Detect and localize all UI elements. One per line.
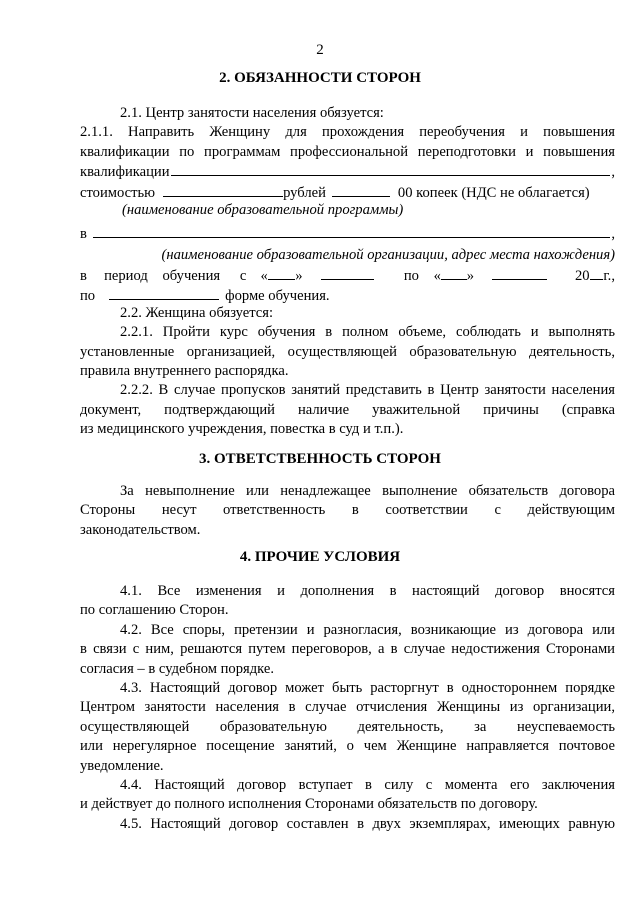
clause-4-2-line3: согласия – в судебном порядке. bbox=[80, 660, 275, 677]
clause-2-2-1-line3: правила внутреннего распорядка. bbox=[80, 363, 289, 380]
clause-2-1: 2.1. Центр занятости населения обязуется: bbox=[120, 105, 384, 121]
section-3-line1: За невыполнение или ненадлежащее выполнение обязательств договора bbox=[120, 483, 615, 499]
cost-kop-blank bbox=[332, 182, 390, 197]
clause-4-2-line1: 4.2. Все споры, претензии и разногласия, возникающие из договора или bbox=[120, 621, 615, 638]
organization-line: в , bbox=[80, 224, 615, 243]
section-3-line3: законодательством. bbox=[80, 521, 201, 538]
period-start-day-blank bbox=[268, 265, 296, 280]
clause-4-1-line2: по соглашению Сторон. bbox=[80, 602, 229, 619]
rub-label: рублей bbox=[283, 184, 326, 201]
in-label: в bbox=[80, 226, 87, 243]
study-form-line bbox=[80, 285, 615, 304]
kop-label: 00 копеек (НДС не облагается) bbox=[397, 184, 590, 201]
period-year-blank bbox=[590, 265, 604, 280]
clause-2-1-1-line1: 2.1.1. Направить Женщину для прохождения переобучения и повышения bbox=[80, 124, 615, 141]
section-3-title: 3. ОТВЕТСТВЕННОСТЬ СТОРОН bbox=[199, 451, 441, 467]
section-4-body bbox=[80, 582, 615, 834]
section-2-body bbox=[80, 104, 615, 440]
clause-2-2-2-line1: 2.2.2. В случае пропусков занятий представить в Центр занятости населения bbox=[120, 382, 615, 399]
clause-4-3-line4: или нерегулярное посещение занятий, о чем Женщине направляется почтовое bbox=[80, 738, 615, 755]
cost-rub-blank bbox=[163, 182, 283, 197]
period-end-day-blank bbox=[441, 265, 467, 280]
cost-line bbox=[80, 182, 615, 201]
clause-4-3-line1: 4.3. Настоящий договор может быть расторгнут в одностороннем порядке bbox=[120, 679, 615, 696]
clause-4-3-line2: Центром занятости населения в случае отчисления Женщины из организации, bbox=[80, 699, 615, 716]
po-label: по bbox=[80, 287, 96, 304]
clause-4-4-line1: 4.4. Настоящий договор вступает в силу с момента его заключения bbox=[120, 776, 615, 793]
period-start-month-blank bbox=[321, 265, 374, 280]
clause-4-2-line2: в связи с ним, решаются путем переговоров, а в случае недостижения Сторонами bbox=[80, 641, 615, 658]
page-number: 2 bbox=[316, 42, 324, 58]
clause-2-2-2-line3: из медицинского учреждения, повестка в суд и т.п.). bbox=[80, 421, 404, 438]
period-end-month-blank bbox=[492, 265, 547, 280]
program-caption: (наименование образовательной программы) bbox=[122, 201, 404, 218]
period-line: в период обучения с « » по « » 20 г., bbox=[80, 265, 615, 284]
cost-label: стоимостью bbox=[80, 184, 156, 201]
clause-2-2-2-line2: документ, подтверждающий наличие уважительной причины (справка bbox=[80, 401, 615, 418]
clause-2-2: 2.2. Женщина обязуется: bbox=[120, 304, 274, 321]
study-form-label: форме обучения. bbox=[225, 287, 330, 304]
clause-4-4-line2: и действует до полного исполнения Сторонами обязательств по договору. bbox=[80, 796, 538, 813]
clause-4-3-line5: уведомление. bbox=[80, 757, 164, 774]
clause-4-1-line1: 4.1. Все изменения и дополнения в настоящий договор вносятся bbox=[120, 583, 615, 599]
clause-4-5-line1: 4.5. Настоящий договор составлен в двух экземплярах, имеющих равную bbox=[120, 815, 615, 832]
clause-2-2-1-line2: установленные организацией, осуществляющей образовательную деятельность, bbox=[80, 343, 615, 360]
section-3-line2: Стороны несут ответственность в соответствии с действующим bbox=[80, 502, 615, 519]
organization-caption: (наименование образовательной организации, адрес места нахождения) bbox=[161, 246, 615, 263]
clause-4-3-line3: осуществляющей образовательную деятельность, за неуспеваемость bbox=[80, 718, 615, 735]
qualification-label: квалификации bbox=[80, 164, 170, 181]
clause-2-2-1-line1: 2.2.1. Пройти курс обучения в полном объеме, соблюдать и выполнять bbox=[120, 324, 615, 341]
organization-blank bbox=[93, 224, 610, 238]
section-2-title: 2. ОБЯЗАННОСТИ СТОРОН bbox=[219, 70, 421, 86]
clause-2-1-1-line2: квалификации по программам профессиональной переподготовки и повышения bbox=[80, 143, 615, 160]
section-4-title: 4. ПРОЧИЕ УСЛОВИЯ bbox=[239, 549, 401, 565]
qualification-blank bbox=[171, 162, 611, 176]
qualification-line: квалификации , bbox=[80, 162, 615, 181]
section-3-body bbox=[80, 482, 615, 540]
study-form-blank bbox=[109, 285, 219, 300]
